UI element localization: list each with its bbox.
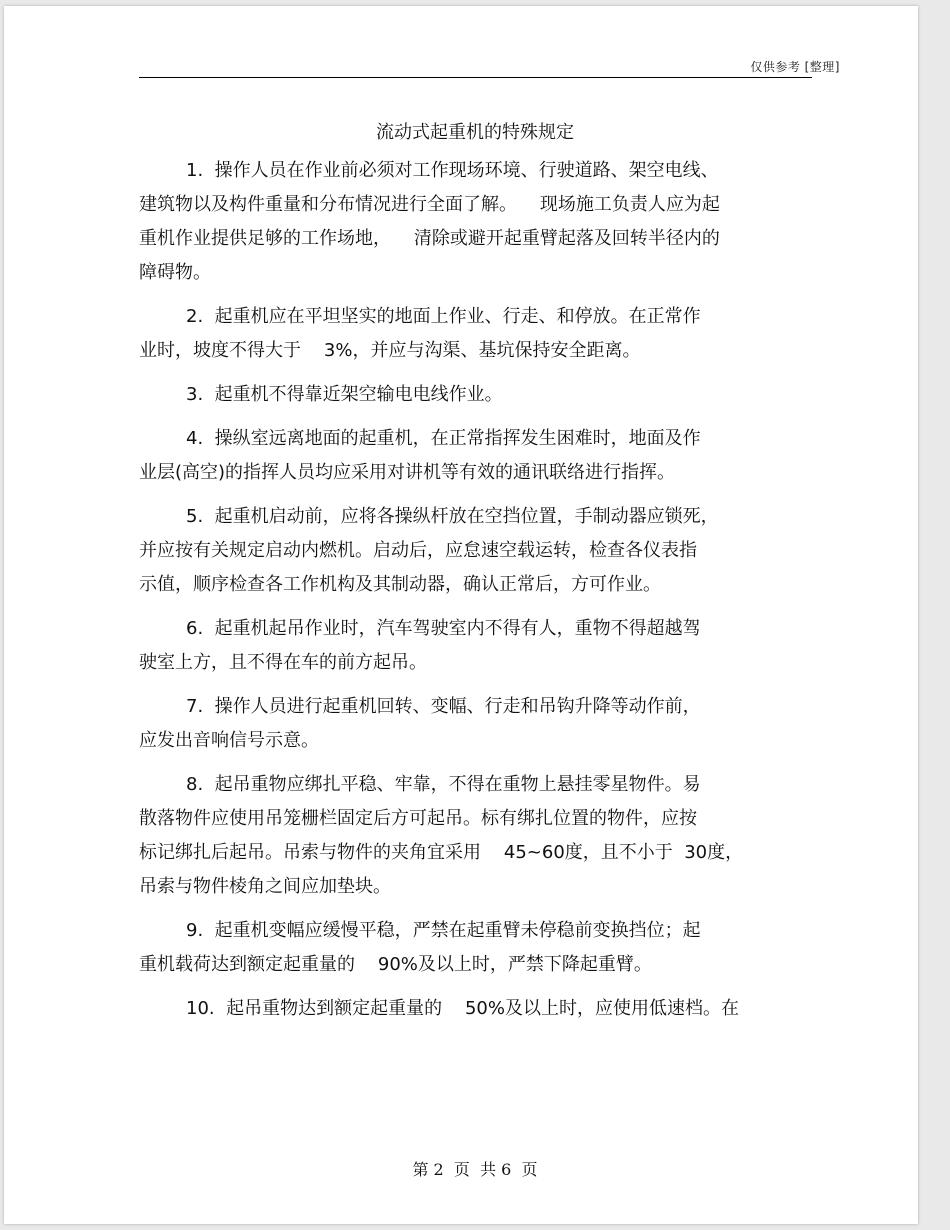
paragraph-line: 吊索与物件棱角之间应加垫块。	[139, 876, 391, 897]
paragraph-4	[139, 422, 819, 490]
paragraph-line: 重机作业提供足够的工作场地， 清除或避开起重臂起落及回转半径内的	[139, 228, 720, 249]
paragraph-1	[139, 154, 819, 290]
paragraph-2	[139, 300, 819, 368]
paragraph-line: 7. 操作人员进行起重机回转、变幅、行走和吊钩升降等动作前，	[186, 696, 701, 717]
paragraph-line: 8. 起吊重物应绑扎平稳、牢靠，不得在重物上悬挂零星物件。易	[186, 774, 701, 795]
paragraph-8	[139, 768, 819, 904]
paragraph-9	[139, 914, 819, 982]
document-body	[139, 154, 819, 1036]
page-number-footer: 第 2 页 共 6 页	[412, 1160, 538, 1179]
paragraph-line: 标记绑扎后起吊。吊索与物件的夹角宜采用 45~60度，且不小于 30度，	[139, 842, 744, 863]
header-note: 仅供参考 [整理]	[750, 60, 840, 74]
paragraph-line: 4. 操纵室远离地面的起重机，在正常指挥发生困难时，地面及作	[186, 428, 701, 449]
paragraph-line: 业层(高空)的指挥人员均应采用对讲机等有效的通讯联络进行指挥。	[139, 462, 676, 483]
document-title: 流动式起重机的特殊规定	[376, 122, 574, 143]
paragraph-line: 驶室上方，且不得在车的前方起吊。	[139, 652, 427, 673]
paragraph-10	[139, 992, 819, 1026]
paragraph-line: 示值，顺序检查各工作机构及其制动器，确认正常后，方可作业。	[139, 574, 661, 595]
paragraph-line: 5. 起重机启动前，应将各操纵杆放在空挡位置，手制动器应锁死，	[186, 506, 719, 527]
paragraph-line: 建筑物以及构件重量和分布情况进行全面了解。 现场施工负责人应为起	[139, 194, 720, 215]
paragraph-line: 并应按有关规定启动内燃机。启动后，应怠速空载运转，检查各仪表指	[139, 540, 697, 561]
paragraph-line: 障碍物。	[139, 262, 211, 283]
paragraph-7	[139, 690, 819, 758]
paragraph-line: 3. 起重机不得靠近架空输电电线作业。	[186, 384, 503, 405]
paragraph-3	[139, 378, 819, 412]
paragraph-6	[139, 612, 819, 680]
paragraph-line: 2. 起重机应在平坦坚实的地面上作业、行走、和停放。在正常作	[186, 306, 701, 327]
paragraph-line: 10. 起吊重物达到额定起重量的 50%及以上时，应使用低速档。在	[186, 998, 739, 1019]
paragraph-line: 9. 起重机变幅应缓慢平稳，严禁在起重臂未停稳前变换挡位；起	[186, 920, 701, 941]
header-divider	[139, 77, 812, 78]
paragraph-line: 散落物件应使用吊笼栅栏固定后方可起吊。标有绑扎位置的物件，应按	[139, 808, 697, 829]
paragraph-line: 6. 起重机起吊作业时，汽车驾驶室内不得有人，重物不得超越驾	[186, 618, 701, 639]
paragraph-line: 应发出音响信号示意。	[139, 730, 319, 751]
paragraph-line: 业时，坡度不得大于 3%，并应与沟渠、基坑保持安全距离。	[139, 340, 641, 361]
paragraph-line: 1. 操作人员在作业前必须对工作现场环境、行驶道路、架空电线、	[186, 160, 719, 181]
paragraph-line: 重机载荷达到额定起重量的 90%及以上时，严禁下降起重臂。	[139, 954, 652, 975]
paragraph-5	[139, 500, 819, 602]
